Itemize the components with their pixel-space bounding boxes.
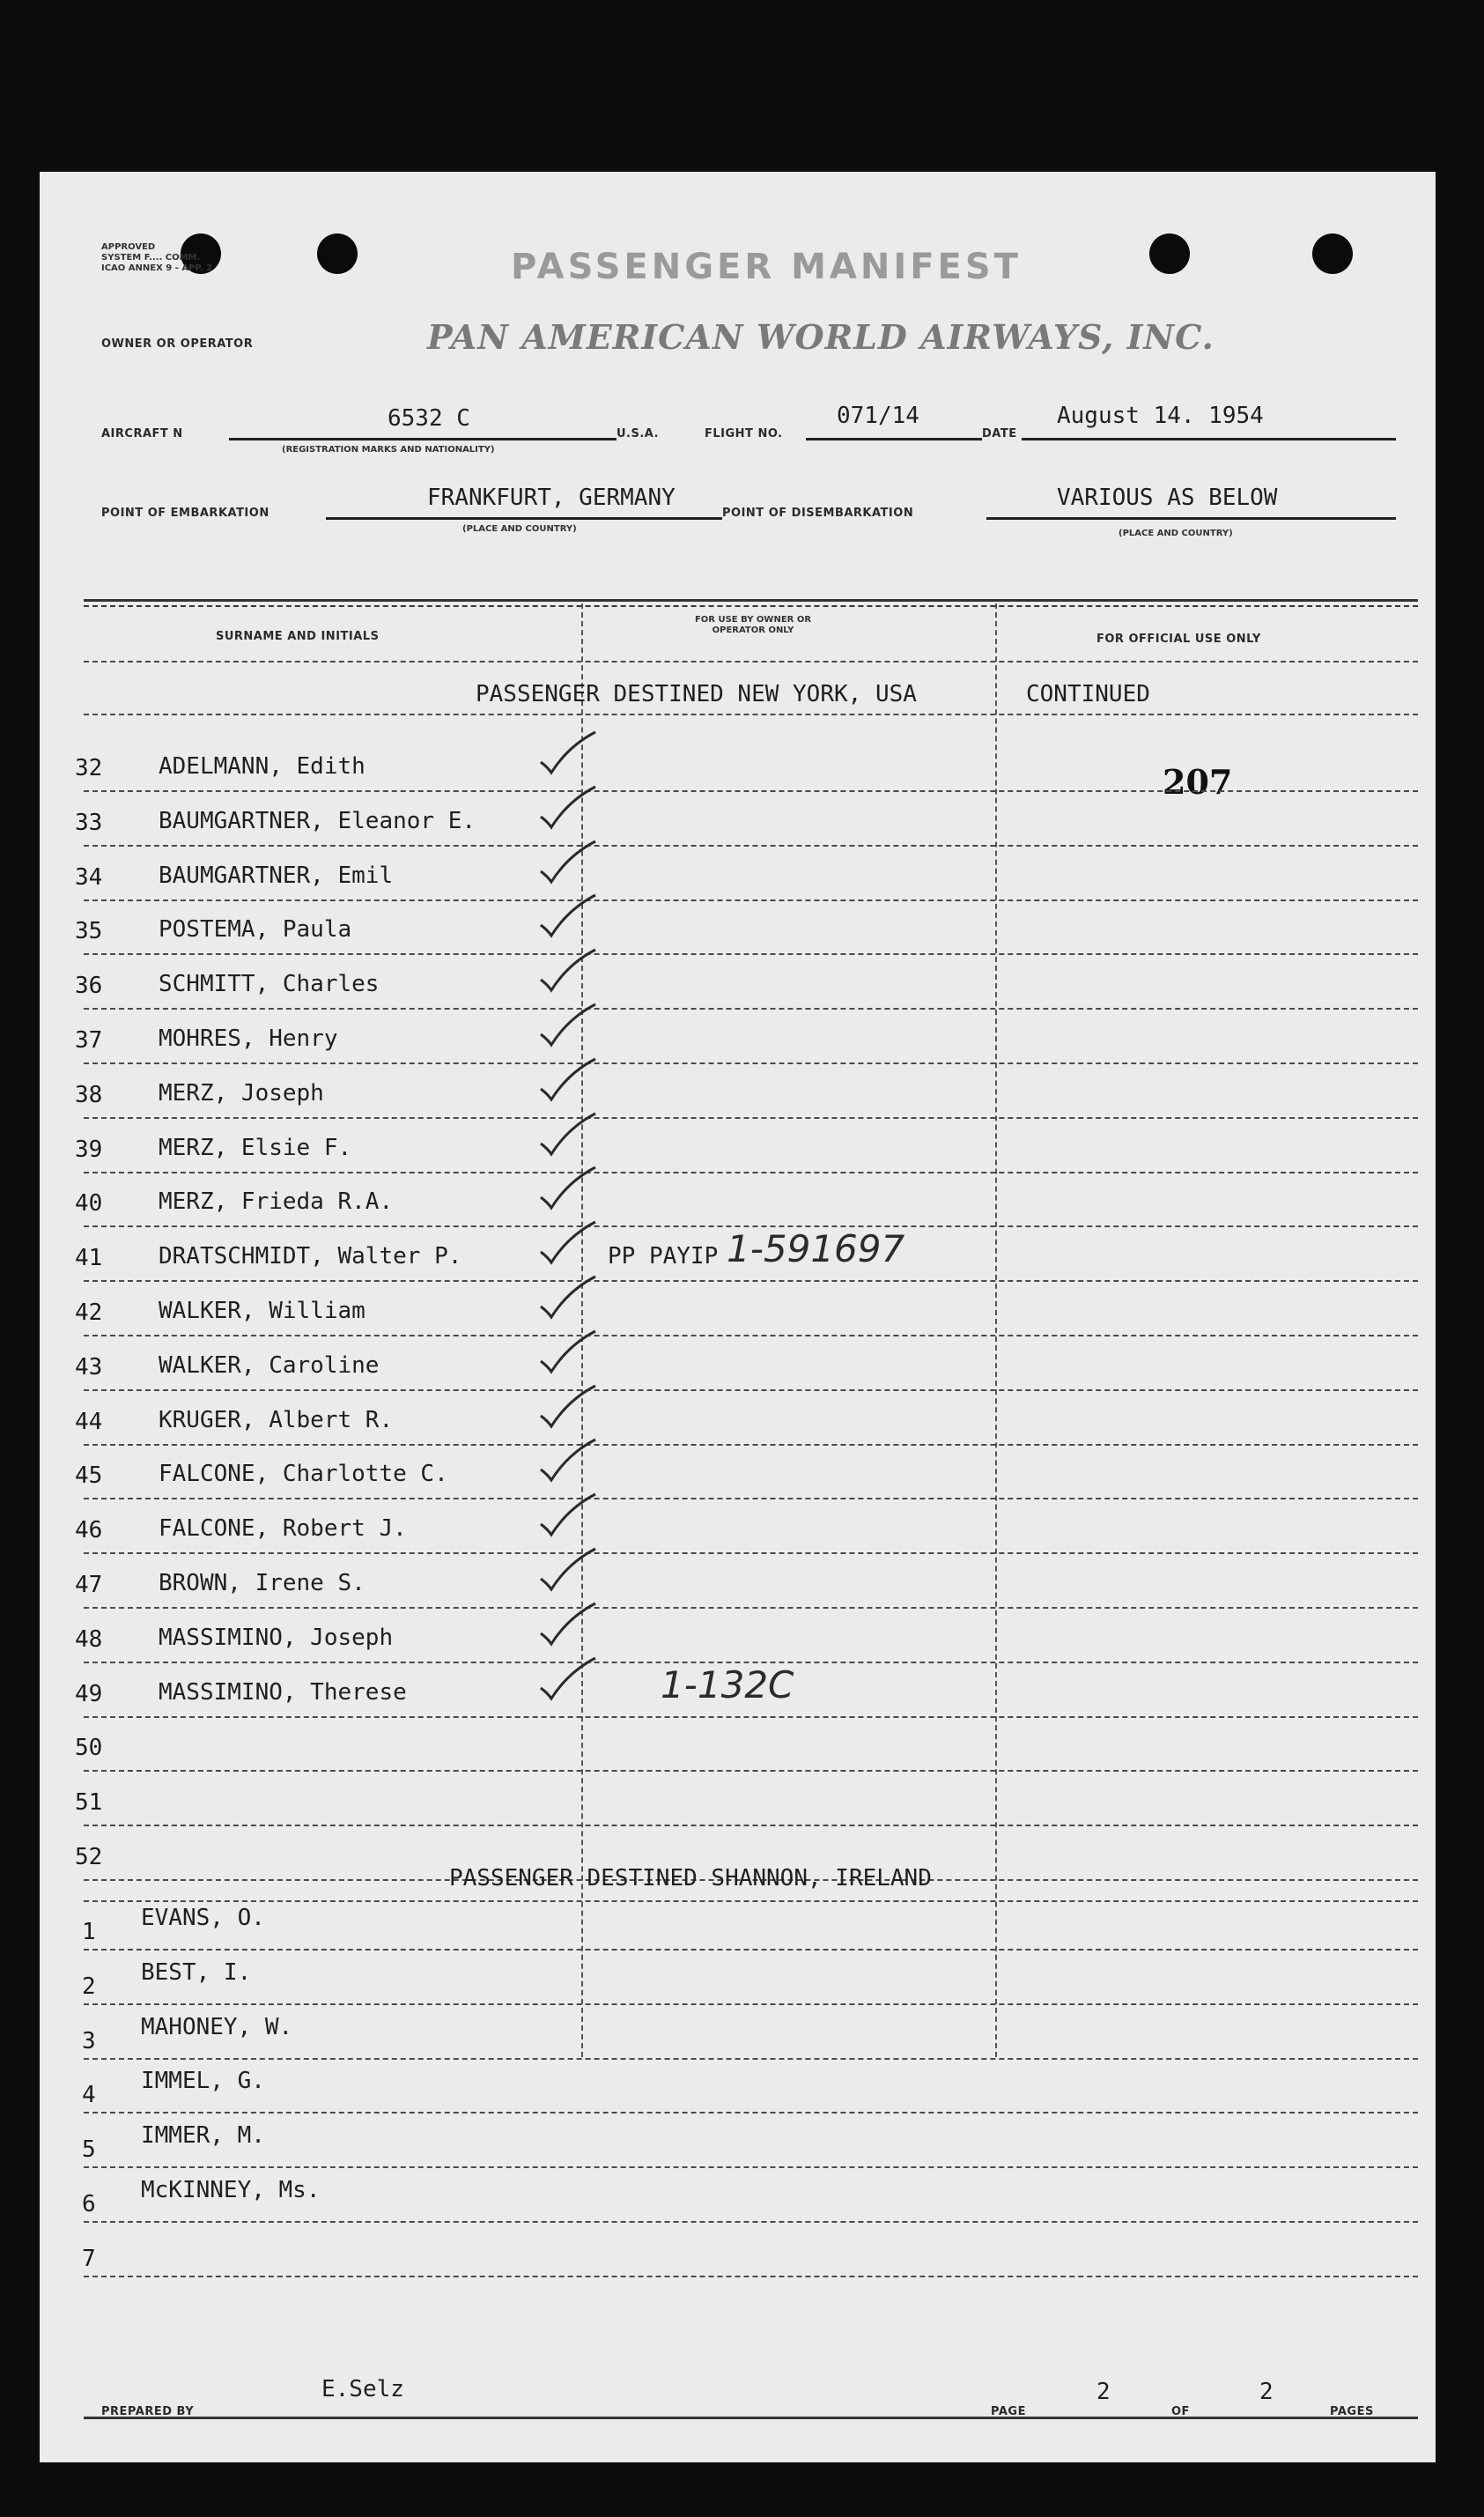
date-label: DATE <box>982 427 1017 440</box>
usa-label: U.S.A. <box>616 427 660 440</box>
check-mark-icon <box>537 1164 599 1212</box>
row-number: 42 <box>75 1299 103 1326</box>
row-number: 41 <box>75 1245 103 1272</box>
registration-note: (REGISTRATION MARKS AND NATIONALITY) <box>282 445 495 455</box>
passenger-name: SCHMITT, Charles <box>159 971 380 998</box>
owner-note: PP PAYIP <box>608 1243 719 1270</box>
manifest-sheet <box>40 172 1436 2462</box>
of-label: OF <box>1171 2405 1190 2418</box>
row-number: 36 <box>75 973 103 1000</box>
row-number: 1 <box>82 1919 96 1945</box>
section2-heading: PASSENGER DESTINED SHANNON, IRELAND <box>449 1865 932 1891</box>
pages-label: PAGES <box>1330 2405 1374 2418</box>
row-number: 32 <box>75 755 103 781</box>
row-number: 4 <box>82 2082 96 2109</box>
prepared-label: PREPARED BY <box>101 2405 195 2418</box>
check-mark-icon <box>537 1600 599 1648</box>
page-label: PAGE <box>991 2405 1026 2418</box>
row-number: 52 <box>75 1844 103 1870</box>
flight-label: FLIGHT NO. <box>705 427 783 440</box>
embarkation-note: (PLACE AND COUNTRY) <box>462 524 577 534</box>
owner-label: OWNER OR OPERATOR <box>101 337 254 351</box>
passenger-name: MASSIMINO, Joseph <box>159 1624 394 1651</box>
passenger-name: POSTEMA, Paula <box>159 916 352 944</box>
check-mark-icon <box>537 1110 599 1159</box>
passenger-name: MAHONEY, W. <box>141 2013 293 2040</box>
passenger-name: BROWN, Irene S. <box>159 1570 365 1596</box>
row-number: 2 <box>82 1973 96 2000</box>
passenger-name: BAUMGARTNER, Eleanor E. <box>159 807 476 834</box>
prepared-value: E.Selz <box>321 2376 404 2402</box>
check-mark-icon <box>537 1328 599 1376</box>
row-number: 47 <box>75 1572 103 1598</box>
check-mark-icon <box>537 1382 599 1431</box>
row-number: 49 <box>75 1680 103 1707</box>
row-number: 40 <box>75 1190 103 1218</box>
section1-heading: PASSENGER DESTINED NEW YORK, USA <box>476 681 917 707</box>
handwritten-note: 1-132C <box>661 1662 794 1706</box>
row-number: 38 <box>75 1081 103 1108</box>
check-mark-icon <box>537 1655 599 1703</box>
form-title: PASSENGER MANIFEST <box>511 247 1022 287</box>
column-surname: SURNAME AND INITIALS <box>216 630 380 643</box>
aircraft-value: 6532 C <box>388 405 470 432</box>
of-value: 2 <box>1259 2379 1274 2405</box>
passenger-name: BAUMGARTNER, Emil <box>159 862 394 889</box>
check-mark-icon <box>537 892 599 940</box>
row-number: 39 <box>75 1136 103 1163</box>
row-number: 35 <box>75 918 103 945</box>
date-value: August 14. 1954 <box>1057 403 1264 429</box>
passenger-name: MERZ, Joseph <box>159 1079 324 1107</box>
row-number: 3 <box>82 2027 96 2054</box>
passenger-name: MOHRES, Henry <box>159 1025 338 1052</box>
section1-continued: CONTINUED <box>1026 681 1150 707</box>
check-mark-icon <box>537 1001 599 1049</box>
check-mark-icon <box>537 729 599 777</box>
row-number: 48 <box>75 1625 103 1653</box>
disembarkation-label: POINT OF DISEMBARKATION <box>722 507 914 520</box>
handwritten-note: 1-591697 <box>727 1227 905 1271</box>
passenger-name: WALKER, William <box>159 1298 365 1324</box>
check-mark-icon <box>537 1273 599 1321</box>
check-mark-icon <box>537 1491 599 1539</box>
embarkation-label: POINT OF EMBARKATION <box>101 507 269 520</box>
row-number: 37 <box>75 1027 103 1054</box>
column-official-use: FOR OFFICIAL USE ONLY <box>1096 633 1261 646</box>
flight-value: 071/14 <box>837 403 919 429</box>
passenger-name: WALKER, Caroline <box>159 1351 380 1379</box>
check-mark-icon <box>537 783 599 832</box>
row-number: 50 <box>75 1735 103 1762</box>
passenger-name: McKINNEY, Ms. <box>141 2177 321 2203</box>
row-number: 51 <box>75 1789 103 1817</box>
check-mark-icon <box>537 838 599 886</box>
passenger-name: MASSIMINO, Therese <box>159 1678 407 1706</box>
row-number: 33 <box>75 809 103 836</box>
embarkation-value: FRANKFURT, GERMANY <box>427 485 676 511</box>
aircraft-label: AIRCRAFT N <box>101 427 183 440</box>
punch-hole-right <box>1149 233 1190 274</box>
passenger-name: BEST, I. <box>141 1958 252 1986</box>
row-number: 46 <box>75 1517 103 1544</box>
approval-text: APPROVED SYSTEM F.... COMM. ICAO ANNEX 9 - APP. 2 <box>101 242 213 273</box>
operator-name: PAN AMERICAN WORLD AIRWAYS, INC. <box>427 317 1215 357</box>
official-stamp: 207 <box>1163 762 1233 802</box>
row-number: 34 <box>75 863 103 891</box>
passenger-name: MERZ, Elsie F. <box>159 1134 352 1161</box>
row-number: 6 <box>82 2191 96 2217</box>
passenger-name: KRUGER, Albert R. <box>159 1406 394 1433</box>
page-value: 2 <box>1096 2379 1111 2405</box>
row-number: 45 <box>75 1462 103 1490</box>
row-number: 43 <box>75 1353 103 1381</box>
passenger-name: EVANS, O. <box>141 1905 265 1931</box>
row-number: 5 <box>82 2136 96 2164</box>
check-mark-icon <box>537 1218 599 1267</box>
check-mark-icon <box>537 1055 599 1104</box>
passenger-name: IMMER, M. <box>141 2122 265 2150</box>
check-mark-icon <box>537 1545 599 1594</box>
passenger-name: FALCONE, Robert J. <box>159 1515 407 1543</box>
passenger-name: MERZ, Frieda R.A. <box>159 1188 394 1216</box>
row-number: 7 <box>82 2245 96 2272</box>
column-owner-use: FOR USE BY OWNER OR OPERATOR ONLY <box>694 615 812 635</box>
punch-hole-far-right <box>1312 233 1353 274</box>
punch-hole-center <box>317 233 358 274</box>
passenger-name: ADELMANN, Edith <box>159 753 365 780</box>
passenger-name: DRATSCHMIDT, Walter P. <box>159 1243 462 1270</box>
check-mark-icon <box>537 1436 599 1484</box>
check-mark-icon <box>537 946 599 995</box>
passenger-name: FALCONE, Charlotte C. <box>159 1461 448 1488</box>
passenger-name: IMMEL, G. <box>141 2068 265 2095</box>
row-number: 44 <box>75 1408 103 1435</box>
disembarkation-note: (PLACE AND COUNTRY) <box>1119 529 1233 538</box>
disembarkation-value: VARIOUS AS BELOW <box>1057 485 1278 511</box>
